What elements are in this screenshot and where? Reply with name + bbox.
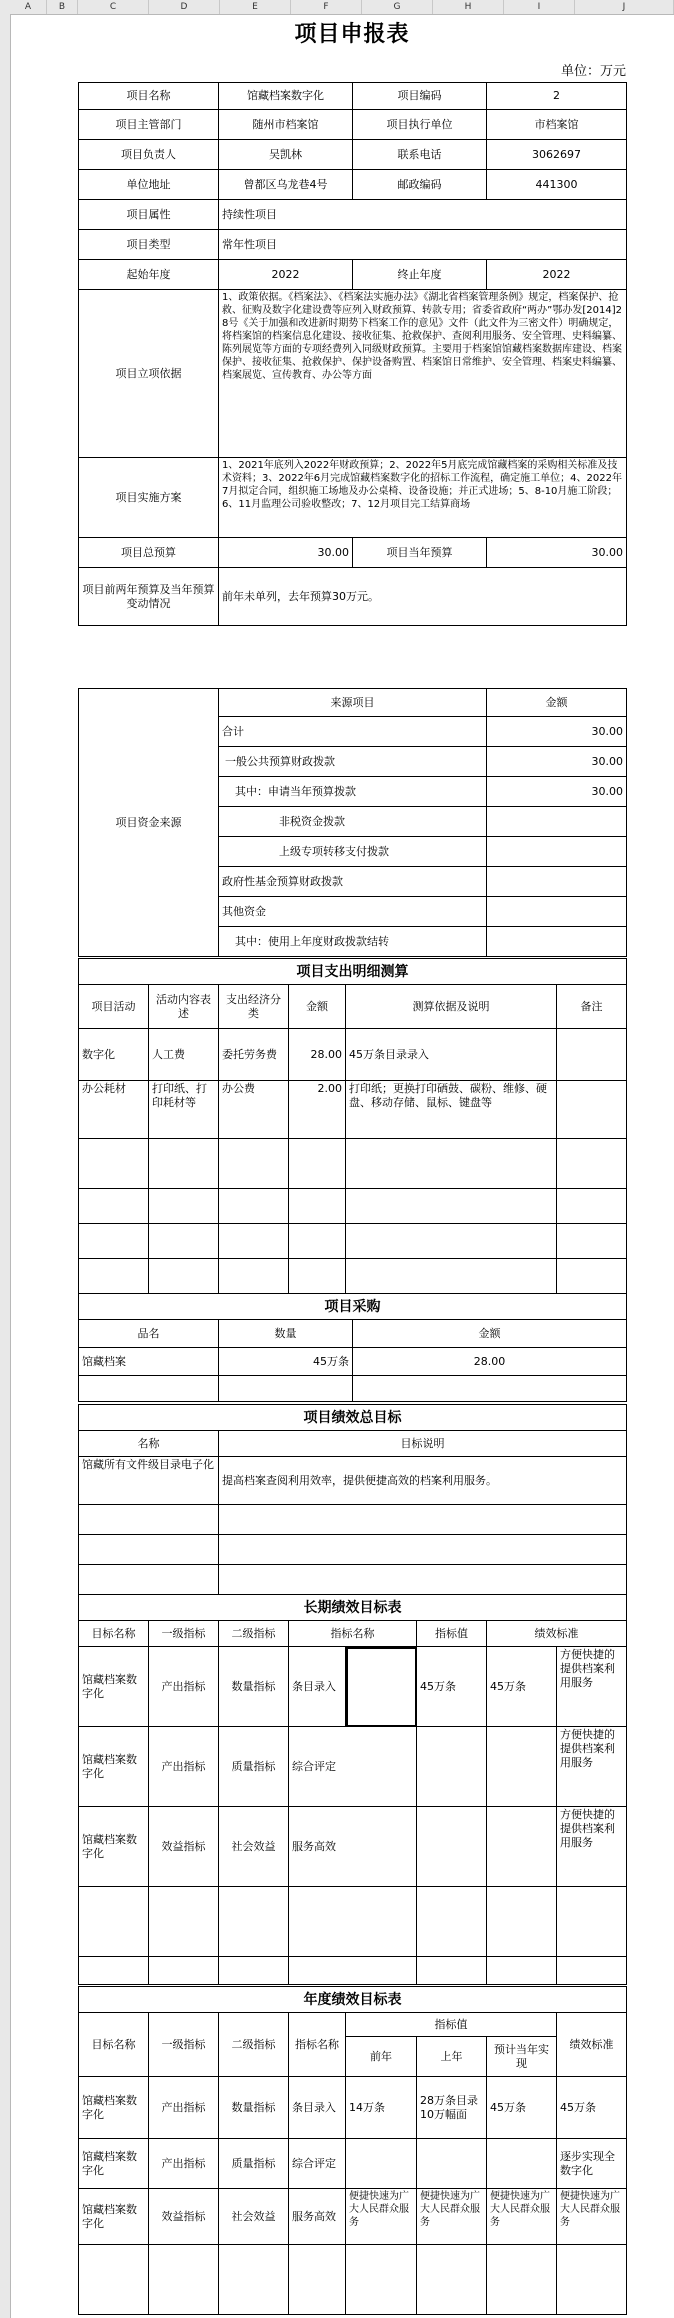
table-row: [79, 1081, 627, 1139]
annual-subheader: 预计当年实现: [487, 2037, 557, 2077]
change-cell[interactable]: 前年未单列，去年预算30万元。: [219, 568, 627, 626]
project-name-cell[interactable]: 馆藏档案数字化: [219, 83, 353, 110]
annual-header: 一级指标: [149, 2013, 219, 2077]
lt-level2[interactable]: 质量指标: [219, 1727, 289, 1807]
funding-row-amount[interactable]: [487, 837, 627, 867]
expense-header: 项目活动: [79, 985, 149, 1029]
unit-label: 单位：万元: [560, 64, 626, 79]
expense-category[interactable]: 委托劳务费: [219, 1029, 289, 1081]
column-header-a[interactable]: A: [10, 0, 47, 14]
address-cell[interactable]: 曾都区乌龙巷4号: [219, 170, 353, 200]
purchase-table: [78, 1293, 627, 1402]
funding-row-name: 政府性基金预算财政拨款: [219, 867, 487, 897]
purchase-header: 金额: [353, 1320, 627, 1348]
project-code-cell[interactable]: 2: [487, 83, 627, 110]
column-header-h[interactable]: H: [433, 0, 504, 14]
column-header-b[interactable]: B: [47, 0, 78, 14]
overall-name[interactable]: 馆藏所有文件级目录电子化: [79, 1457, 219, 1505]
lt-value[interactable]: 45万条: [417, 1647, 487, 1727]
table-row: [79, 1029, 627, 1081]
lt-goal[interactable]: 馆藏档案数字化: [79, 1647, 149, 1727]
funding-row-name: 其中：申请当年预算拨款: [219, 777, 487, 807]
purchase-header: 品名: [79, 1320, 219, 1348]
lt-level1[interactable]: 效益指标: [149, 1807, 219, 1887]
change-label: 项目前两年预算及当年预算变动情况: [79, 568, 219, 626]
an-level2[interactable]: 数量指标: [219, 2077, 289, 2139]
long-term-header: 二级指标: [219, 1621, 289, 1647]
exec-label: 项目执行单位: [353, 110, 487, 140]
row-header-bar: [0, 14, 11, 2318]
lt-standard[interactable]: [487, 1807, 557, 1887]
expense-header: 备注: [557, 985, 627, 1029]
type-label: 项目类型: [79, 230, 219, 260]
funding-row-name: 其中：使用上年度财政拨款结转: [219, 927, 487, 957]
an-y1[interactable]: 便捷快速为广大人民群众服务: [346, 2189, 417, 2245]
purchase-qty[interactable]: 45万条: [219, 1348, 353, 1376]
annual-header: 绩效标准: [557, 2013, 627, 2077]
expense-table: [78, 958, 627, 1294]
funding-row-amount[interactable]: [487, 867, 627, 897]
overall-header: 目标说明: [219, 1431, 627, 1457]
manager-cell[interactable]: 吴凯林: [219, 140, 353, 170]
phone-label: 联系电话: [353, 140, 487, 170]
overall-title: 项目绩效总目标: [79, 1405, 627, 1431]
expense-amount[interactable]: 28.00: [289, 1029, 346, 1081]
lt-level2[interactable]: 社会效益: [219, 1807, 289, 1887]
table-row: [79, 2077, 627, 2139]
table-row: [79, 1139, 627, 1189]
table-row: [79, 1535, 627, 1565]
overall-target-table: [78, 1404, 627, 1595]
expense-note[interactable]: [557, 1029, 627, 1081]
funding-row-name: 其他资金: [219, 897, 487, 927]
funding-row-name: 非税资金拨款: [219, 807, 487, 837]
year-cell[interactable]: 30.00: [487, 538, 627, 568]
an-goal[interactable]: 馆藏档案数字化: [79, 2139, 149, 2189]
manager-label: 项目负责人: [79, 140, 219, 170]
an-standard[interactable]: 逐步实现全数字化: [557, 2139, 627, 2189]
table-row: [79, 1505, 627, 1535]
funding-row-amount[interactable]: [487, 927, 627, 957]
lt-remark[interactable]: 方便快捷的提供档案利用服务: [557, 1647, 627, 1727]
an-level1[interactable]: 产出指标: [149, 2139, 219, 2189]
funding-row-amount[interactable]: 30.00: [487, 717, 627, 747]
funding-row-name: 一般公共预算财政拨款: [219, 747, 487, 777]
start-label: 起始年度: [79, 260, 219, 290]
table-row: [79, 1348, 627, 1376]
table-row: [79, 1376, 627, 1402]
purchase-title: 项目采购: [79, 1294, 627, 1320]
table-row: [79, 1957, 627, 1985]
an-standard[interactable]: 45万条: [557, 2077, 627, 2139]
zip-cell[interactable]: 441300: [487, 170, 627, 200]
zip-label: 邮政编码: [353, 170, 487, 200]
table-row: [79, 1727, 627, 1807]
table-row: [79, 1189, 627, 1224]
expense-category[interactable]: 办公费: [219, 1081, 289, 1139]
phone-cell[interactable]: 3062697: [487, 140, 627, 170]
an-indicator[interactable]: 条目录入: [289, 2077, 346, 2139]
an-y1[interactable]: [346, 2139, 417, 2189]
expense-content[interactable]: 打印纸、打印耗材等: [149, 1081, 219, 1139]
lt-standard[interactable]: 45万条: [487, 1647, 557, 1727]
end-cell[interactable]: 2022: [487, 260, 627, 290]
dept-cell[interactable]: 随州市档案馆: [219, 110, 353, 140]
basis-label: 项目立项依据: [79, 290, 219, 458]
an-y2[interactable]: [417, 2139, 487, 2189]
overall-desc[interactable]: 提高档案查阅利用效率，提供便捷高效的档案利用服务。: [219, 1457, 627, 1505]
table-row: [79, 1565, 627, 1595]
expense-header: 支出经济分类: [219, 985, 289, 1029]
long-term-header: 指标名称: [289, 1621, 417, 1647]
table-row: [79, 1887, 627, 1957]
basic-info-table: [78, 82, 627, 626]
expense-header: 金额: [289, 985, 346, 1029]
purchase-name[interactable]: 馆藏档案: [79, 1348, 219, 1376]
purchase-header: 数量: [219, 1320, 353, 1348]
type-cell[interactable]: 常年性项目: [219, 230, 627, 260]
long-term-table: [78, 1594, 627, 1985]
funding-row-name: 合计: [219, 717, 487, 747]
column-header-bar: [0, 0, 674, 15]
purchase-amount[interactable]: 28.00: [353, 1348, 627, 1376]
table-row: [79, 1457, 627, 1505]
annual-subheader: 前年: [346, 2037, 417, 2077]
lt-level2[interactable]: 数量指标: [219, 1647, 289, 1727]
dept-label: 项目主管部门: [79, 110, 219, 140]
attr-cell[interactable]: 持续性项目: [219, 200, 627, 230]
table-row: [79, 2189, 627, 2245]
start-cell[interactable]: 2022: [219, 260, 353, 290]
annual-header: 指标值: [346, 2013, 557, 2037]
lt-value[interactable]: [417, 1727, 487, 1807]
plan-cell[interactable]: 1、2021年底列入2022年财政预算；2、2022年5月底完成馆藏档案的采购相关标准及技术资料；3、2022年6月完成馆藏档案数字化的招标工作流程，确定施工单位；4、2022年7月拟定合同，组织施工场地及办公桌椅、设备设施；并正式进场；5、8-10月施工阶段；6、11月监理公司验收整改；7、12月项目完工结算商场: [219, 458, 627, 538]
an-y1[interactable]: 14万条: [346, 2077, 417, 2139]
expense-basis[interactable]: 打印纸；更换打印硒鼓、碳粉、维修、硬盘、移动存储、鼠标、键盘等: [346, 1081, 557, 1139]
funding-row-name: 上级专项转移支付拨款: [219, 837, 487, 867]
total-label: 项目总预算: [79, 538, 219, 568]
annual-subheader: 上年: [417, 2037, 487, 2077]
lt-standard[interactable]: [487, 1727, 557, 1807]
funding-label: 项目资金来源: [79, 689, 219, 957]
column-header-j[interactable]: J: [575, 0, 674, 14]
expense-content[interactable]: 人工费: [149, 1029, 219, 1081]
lt-remark[interactable]: 方便快捷的提供档案利用服务: [557, 1727, 627, 1807]
expense-activity[interactable]: 数字化: [79, 1029, 149, 1081]
exec-cell[interactable]: 市档案馆: [487, 110, 627, 140]
column-header-d[interactable]: D: [149, 0, 220, 14]
annual-table: [78, 1986, 627, 2315]
an-y3[interactable]: 45万条: [487, 2077, 557, 2139]
table-row: [79, 1224, 627, 1259]
end-label: 终止年度: [353, 260, 487, 290]
overall-header: 名称: [79, 1431, 219, 1457]
long-term-title: 长期绩效目标表: [79, 1595, 627, 1621]
an-indicator[interactable]: 综合评定: [289, 2139, 346, 2189]
an-standard[interactable]: 便捷快速为广大人民群众服务: [557, 2189, 627, 2245]
annual-title: 年度绩效目标表: [79, 1987, 627, 2013]
project-name-label: 项目名称: [79, 83, 219, 110]
project-code-label: 项目编码: [353, 83, 487, 110]
lt-level1[interactable]: 产出指标: [149, 1727, 219, 1807]
expense-title: 项目支出明细测算: [79, 959, 627, 985]
expense-activity[interactable]: 办公耗材: [79, 1081, 149, 1139]
an-goal[interactable]: 馆藏档案数字化: [79, 2077, 149, 2139]
funding-row-amount[interactable]: [487, 807, 627, 837]
funding-row-amount[interactable]: 30.00: [487, 777, 627, 807]
annual-header: 目标名称: [79, 2013, 149, 2077]
lt-selected-cell[interactable]: [346, 1647, 417, 1727]
column-header-e[interactable]: E: [220, 0, 291, 14]
table-row: [79, 1647, 627, 1727]
total-cell[interactable]: 30.00: [219, 538, 353, 568]
funding-row-amount[interactable]: 30.00: [487, 747, 627, 777]
column-header-i[interactable]: I: [504, 0, 575, 14]
lt-indicator[interactable]: 综合评定: [289, 1727, 417, 1807]
address-label: 单位地址: [79, 170, 219, 200]
expense-header: 活动内容表述: [149, 985, 219, 1029]
an-y3[interactable]: [487, 2139, 557, 2189]
basis-cell[interactable]: 1、政策依据。《档案法》、《档案法实施办法》《湖北省档案管理条例》规定，档案保护、抢救、征购及数字化建设费等应列入财政预算、转款专用；省委省政府“两办”鄂办发[2014]28号《关于加强和改进新时期势下档案工作的意见》文件（此文件为三密文件）明确规定，将档案馆的档案信息化建设、接收征集、抢救保护、查阅利用服务、安全管理、史料编纂、陈列展览等方面的专项经费列入同级财政预算。主要用于档案馆馆藏档案数据库建设、档案保护、接收征集、抢救保护、保护设备购置、档案馆日常维护、安全管理、档案史料编纂、档案展览、宣传教育、办公等方面: [219, 290, 627, 458]
an-y2[interactable]: 28万条目录10万幅面: [417, 2077, 487, 2139]
annual-header: 指标名称: [289, 2013, 346, 2077]
column-header-g[interactable]: G: [362, 0, 433, 14]
funding-head-amount: 金额: [487, 689, 627, 717]
plan-label: 项目实施方案: [79, 458, 219, 538]
column-header-f[interactable]: F: [291, 0, 362, 14]
an-goal[interactable]: 馆藏档案数字化: [79, 2189, 149, 2245]
funding-row-amount[interactable]: [487, 897, 627, 927]
an-level2[interactable]: 质量指标: [219, 2139, 289, 2189]
lt-indicator[interactable]: 条目录入: [289, 1647, 346, 1727]
table-row: [79, 1807, 627, 1887]
table-row: [79, 1259, 627, 1294]
lt-value[interactable]: [417, 1807, 487, 1887]
year-label: 项目当年预算: [353, 538, 487, 568]
lt-goal[interactable]: 馆藏档案数字化: [79, 1807, 149, 1887]
page-title: 项目申报表: [294, 22, 410, 47]
lt-remark[interactable]: 方便快捷的提供档案利用服务: [557, 1807, 627, 1887]
an-y2[interactable]: 便捷快速为广大人民群众服务: [417, 2189, 487, 2245]
funding-table: [78, 688, 627, 957]
table-row: [79, 2245, 627, 2315]
long-term-header: 绩效标准: [487, 1621, 627, 1647]
column-header-c[interactable]: C: [78, 0, 149, 14]
lt-indicator[interactable]: 服务高效: [289, 1807, 417, 1887]
an-indicator[interactable]: 服务高效: [289, 2189, 346, 2245]
long-term-header: 指标值: [417, 1621, 487, 1647]
an-level1[interactable]: 产出指标: [149, 2077, 219, 2139]
long-term-header: 目标名称: [79, 1621, 149, 1647]
an-level2[interactable]: 社会效益: [219, 2189, 289, 2245]
funding-head-source: 来源项目: [219, 689, 487, 717]
an-level1[interactable]: 效益指标: [149, 2189, 219, 2245]
an-y3[interactable]: 便捷快速为广大人民群众服务: [487, 2189, 557, 2245]
long-term-header: 一级指标: [149, 1621, 219, 1647]
table-row: [79, 2139, 627, 2189]
expense-basis[interactable]: 45万条目录录入: [346, 1029, 557, 1081]
attr-label: 项目属性: [79, 200, 219, 230]
lt-level1[interactable]: 产出指标: [149, 1647, 219, 1727]
expense-amount[interactable]: 2.00: [289, 1081, 346, 1139]
lt-goal[interactable]: 馆藏档案数字化: [79, 1727, 149, 1807]
expense-header: 测算依据及说明: [346, 985, 557, 1029]
expense-note[interactable]: [557, 1081, 627, 1139]
annual-header: 二级指标: [219, 2013, 289, 2077]
